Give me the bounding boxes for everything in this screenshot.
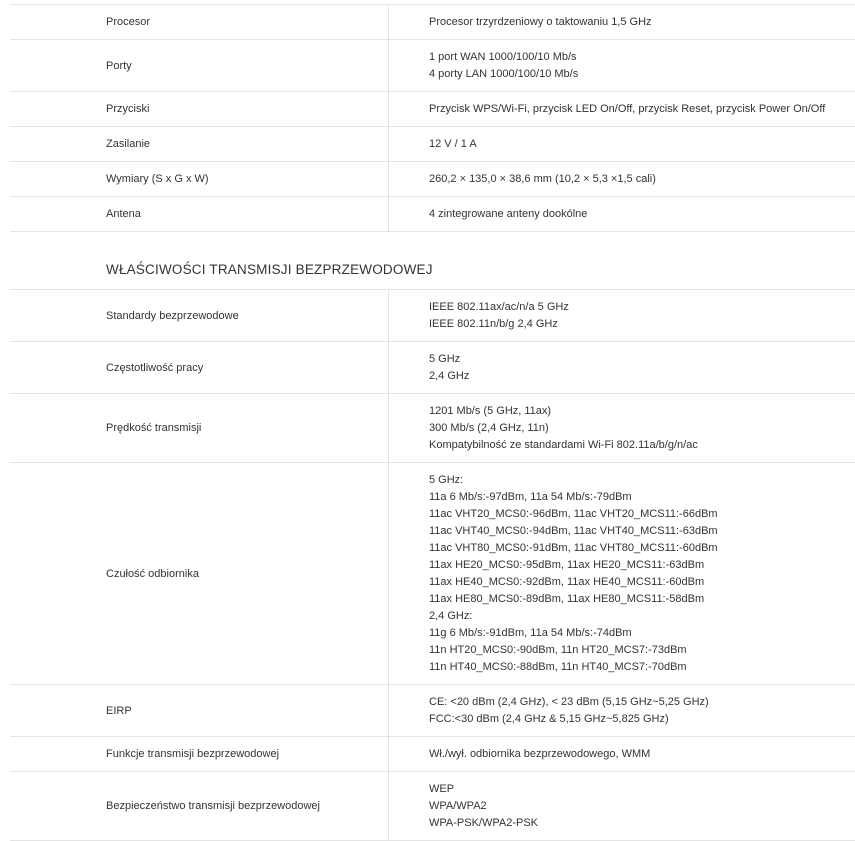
spec-value-line: 4 zintegrowane anteny dookólne [429,207,588,220]
spec-value-line: 5 GHz [429,352,461,365]
spec-value-line: WPA/WPA2 [429,799,487,812]
spec-label: Czułość odbiornika [10,463,389,684]
wireless-spec-row [10,289,855,342]
spec-value-line: 260,2 × 135,0 × 38,6 mm (10,2 × 5,3 ×1,5 cali) [429,172,656,185]
spec-value-line: Przycisk WPS/Wi-Fi, przycisk LED On/Off, przycisk Reset, przycisk Power On/Off [429,102,826,115]
spec-label: Funkcje transmisji bezprzewodowej [10,737,389,771]
wireless-spec-row [10,463,855,685]
wireless-spec-table [10,289,855,841]
spec-label: Antena [10,197,389,231]
spec-value [389,5,855,39]
wireless-spec-row [10,394,855,463]
wireless-spec-row [10,342,855,394]
spec-value-line: IEEE 802.11ax/ac/n/a 5 GHz [429,300,569,313]
spec-value [389,40,855,91]
spec-value-line: Procesor trzyrdzeniowy o taktowaniu 1,5 GHz [429,15,652,28]
spec-value-line: 11g 6 Mb/s:-91dBm, 11a 54 Mb/s:-74dBm [429,626,632,639]
spec-value [389,685,855,736]
spec-value-line: WPA-PSK/WPA2-PSK [429,816,539,829]
spec-value-line: 11ac VHT80_MCS0:-91dBm, 11ac VHT80_MCS11:-60dBm [429,541,718,554]
spec-value [389,463,855,684]
spec-label: Procesor [10,5,389,39]
spec-value-line: 11n HT40_MCS0:-88dBm, 11n HT40_MCS7:-70dBm [429,660,687,673]
spec-value-line: 11ax HE40_MCS0:-92dBm, 11ax HE40_MCS11:-60dBm [429,575,705,588]
general-spec-table [10,4,855,232]
general-spec-row [10,127,855,162]
spec-value-line: 11ax HE20_MCS0:-95dBm, 11ax HE20_MCS11:-63dBm [429,558,705,571]
spec-value [389,394,855,462]
spec-value-line: Kompatybilność ze standardami Wi-Fi 802.11a/b/g/n/ac [429,438,698,451]
spec-label: EIRP [10,685,389,736]
spec-value-line: FCC:<30 dBm (2,4 GHz & 5,15 GHz~5,825 GHz) [429,712,669,725]
spec-label: Zasilanie [10,127,389,161]
general-spec-row [10,40,855,92]
wireless-spec-row [10,772,855,841]
spec-value-line: 11ac VHT40_MCS0:-94dBm, 11ac VHT40_MCS11:-63dBm [429,524,718,537]
spec-label: Przyciski [10,92,389,126]
section-heading-wireless: WŁAŚCIWOŚCI TRANSMISJI BEZPRZEWODOWEJ [106,262,433,277]
general-spec-row [10,162,855,197]
spec-value-line: 1 port WAN 1000/100/10 Mb/s [429,50,577,63]
spec-value [389,290,855,341]
spec-value-line: 11n HT20_MCS0:-90dBm, 11n HT20_MCS7:-73dBm [429,643,687,656]
spec-value-line: 11ax HE80_MCS0:-89dBm, 11ax HE80_MCS11:-58dBm [429,592,705,605]
spec-value-line: IEEE 802.11n/b/g 2,4 GHz [429,317,558,330]
spec-value-line: Wł./wył. odbiornika bezprzewodowego, WMM [429,747,651,760]
spec-value-line: 1201 Mb/s (5 GHz, 11ax) [429,404,552,417]
spec-value-line: 300 Mb/s (2,4 GHz, 11n) [429,421,549,434]
spec-label: Bezpieczeństwo transmisji bezprzewodowej [10,772,389,840]
spec-value-line: 11a 6 Mb/s:-97dBm, 11a 54 Mb/s:-79dBm [429,490,632,503]
spec-value-line: 2,4 GHz: [429,609,473,622]
spec-label: Wymiary (S x G x W) [10,162,389,196]
spec-value [389,737,855,771]
wireless-spec-row [10,737,855,772]
general-spec-row [10,4,855,40]
spec-label: Porty [10,40,389,91]
spec-value-line: 11ac VHT20_MCS0:-96dBm, 11ac VHT20_MCS11:-66dBm [429,507,718,520]
wireless-spec-row [10,685,855,737]
spec-value-line: 12 V / 1 A [429,137,477,150]
spec-label: Częstotliwość pracy [10,342,389,393]
spec-value [389,162,855,196]
spec-value-line: WEP [429,782,455,795]
spec-value [389,772,855,840]
general-spec-row [10,197,855,232]
spec-label: Prędkość transmisji [10,394,389,462]
spec-value [389,342,855,393]
spec-label: Standardy bezprzewodowe [10,290,389,341]
spec-value [389,127,855,161]
spec-value-line: 4 porty LAN 1000/100/10 Mb/s [429,67,579,80]
spec-value-line: 5 GHz: [429,473,464,486]
general-spec-row [10,92,855,127]
spec-value-line: 2,4 GHz [429,369,470,382]
spec-value-line: CE: <20 dBm (2,4 GHz), < 23 dBm (5,15 GHz~5,25 GHz) [429,695,709,708]
spec-value [389,92,855,126]
spec-value [389,197,855,231]
